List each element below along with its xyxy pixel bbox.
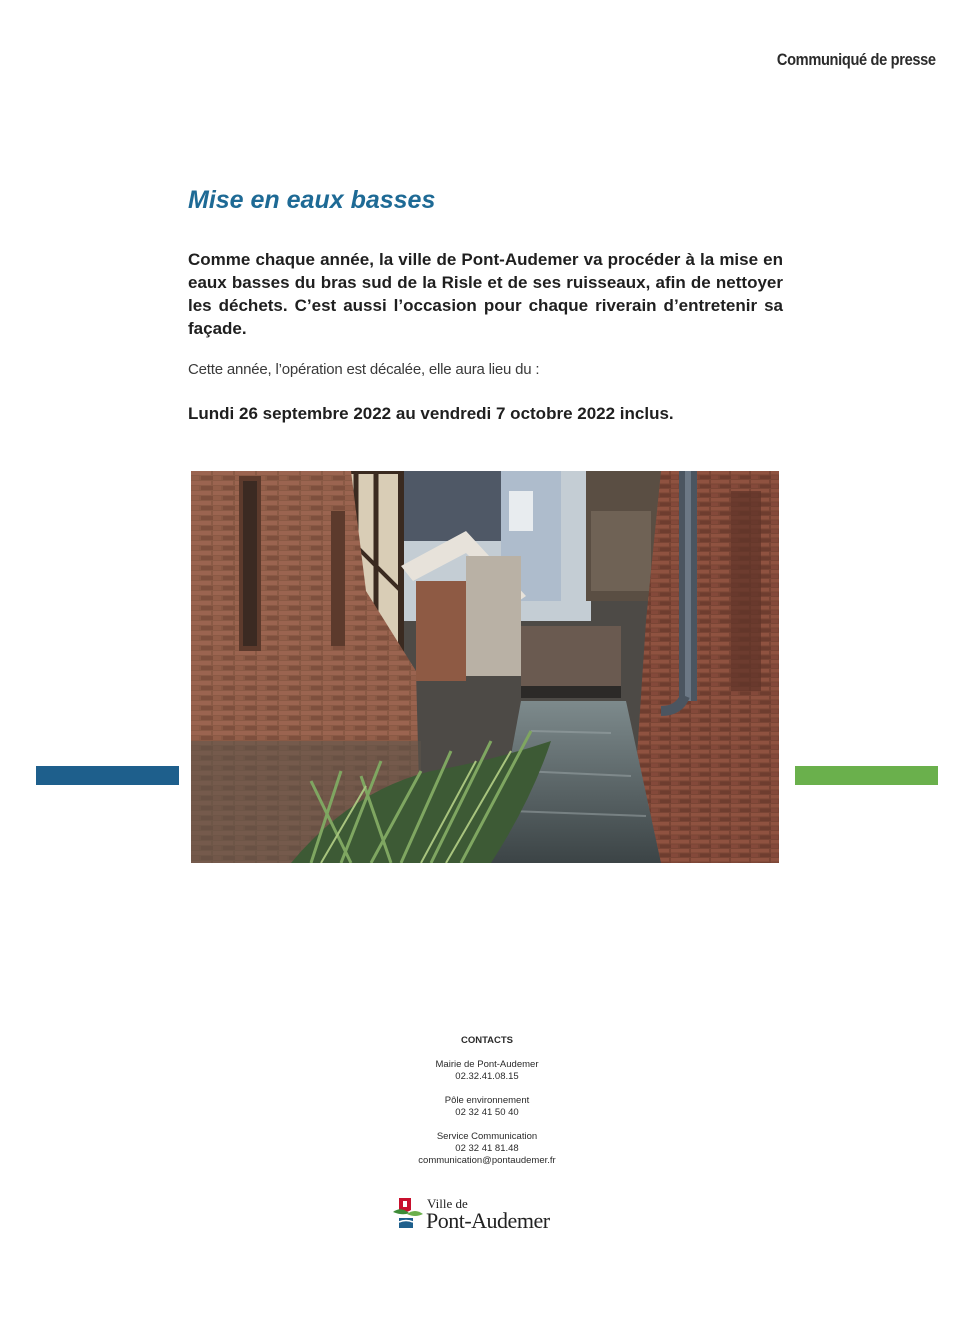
logo-prefix: Ville de — [427, 1196, 468, 1211]
city-logo — [393, 1194, 583, 1238]
contact-mairie — [0, 1059, 974, 1083]
operation-dates: Lundi 26 septembre 2022 au vendredi 7 octobre 2022 inclus. — [188, 404, 674, 423]
article-lead: Comme chaque année, la ville de Pont-Audemer va procéder à la mise en eaux basses du bras sud de la Risle et de ses ruisseaux, afin de nettoyer les déchets. C’est aussi l’occasion pour chaque riverain d’entretenir sa façade. — [188, 250, 783, 338]
contact-email: communication@pontaudemer.fr — [418, 1155, 556, 1166]
contact-phone: 02 32 41 81.48 — [455, 1143, 519, 1154]
article-title: Mise en eaux basses — [188, 186, 436, 214]
logo-city-name: Pont-Audemer — [426, 1208, 550, 1233]
contact-name: Mairie de Pont-Audemer — [435, 1059, 539, 1070]
contact-phone: 02 32 41 50 40 — [455, 1107, 519, 1118]
city-emblem-icon — [393, 1196, 423, 1230]
decorative-bar-green — [795, 766, 938, 785]
contact-environnement — [0, 1095, 974, 1119]
contact-communication — [0, 1131, 974, 1167]
canal-photo-illustration — [191, 471, 779, 863]
press-release-label: Communiqué de presse — [777, 50, 936, 69]
contacts-heading: CONTACTS — [460, 1035, 514, 1046]
article-intro: Cette année, l’opération est décalée, elle aura lieu du : — [188, 361, 540, 378]
contact-phone: 02.32.41.08.15 — [455, 1071, 519, 1082]
contacts-section — [0, 1035, 974, 1179]
canal-photo — [191, 471, 779, 863]
decorative-bar-blue — [36, 766, 179, 785]
contact-name: Service Communication — [436, 1131, 538, 1142]
contact-name: Pôle environnement — [444, 1095, 530, 1106]
